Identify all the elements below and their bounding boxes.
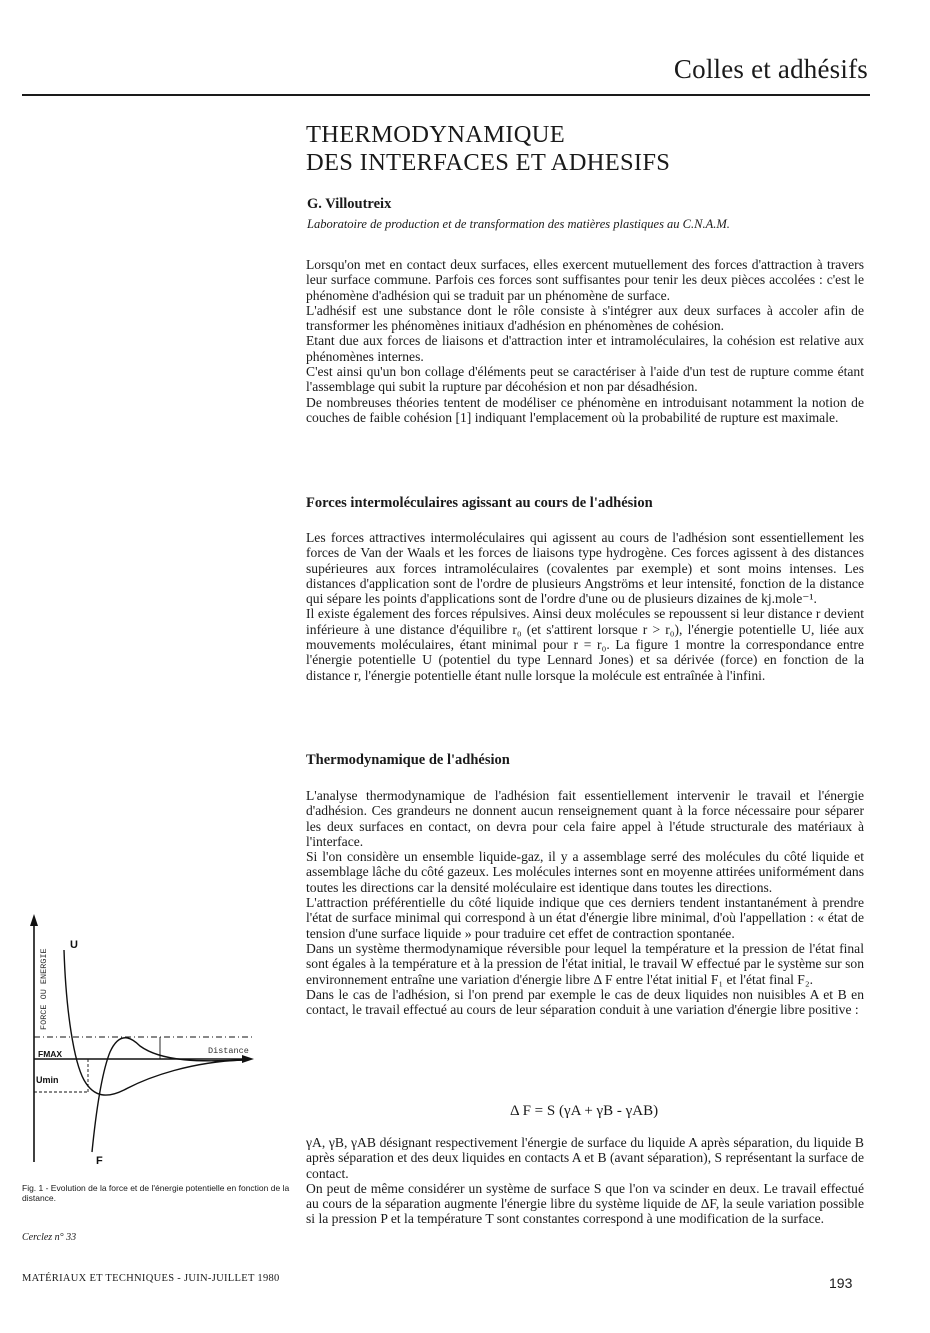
x-axis-arrow-icon bbox=[242, 1055, 254, 1063]
journal-section-title: Colles et adhésifs bbox=[673, 54, 868, 84]
paragraph: De nombreuses théories tentent de modéliser ce phénomène en introduisant notamment la notion de couches de faible cohésion [1] indiquant l'emplacement où la probabilité de rupture est maximale. bbox=[306, 394, 864, 425]
journal-footer: MATÉRIAUX ET TECHNIQUES - JUIN-JUILLET 1980 bbox=[22, 1273, 280, 1284]
y-axis-arrow-icon bbox=[30, 914, 38, 926]
x-axis-label: Distance bbox=[208, 1046, 249, 1056]
umin-label: Umin bbox=[36, 1075, 59, 1085]
section-heading: Thermodynamique de l'adhésion bbox=[306, 752, 510, 768]
figure-1-diagram bbox=[22, 912, 292, 1177]
paragraph: L'attraction préférentielle du côté liquide indique que ces derniers tendent instantanément à prendre l'état de surface minimal qui correspond à un état d'énergie libre minimal, d'où l'appellation : « état de tension d'une surface liquide » pour traduire cet effet de contraction spontanée. bbox=[306, 895, 864, 941]
figure-caption: Fig. 1 - Evolution de la force et de l'énergie potentielle en fonction de la distance. bbox=[22, 1183, 290, 1203]
paragraph: C'est ainsi qu'un bon collage d'éléments peut se caractériser à l'aide d'un test de rupture comme étant l'assemblage qui subit la rupture par décohésion et non par désadhésion. bbox=[306, 364, 864, 395]
paragraph: Si l'on considère un ensemble liquide-gaz, il y a assemblage serré des molécules du côté liquide et assemblage lâche du côté gazeux. Les molécules internes sont en moyenne attirées uniformément dans toutes les directions car la densité moléculaire est identique dans toutes les directions. bbox=[306, 849, 864, 895]
author-affiliation: Laboratoire de production et de transformation des matières plastiques au C.N.A.M. bbox=[307, 217, 730, 231]
page-number: 193 bbox=[829, 1275, 853, 1291]
author-name: G. Villoutreix bbox=[307, 196, 392, 212]
section-2-continued-text bbox=[306, 1135, 864, 1227]
section-2-text bbox=[306, 788, 864, 1017]
curve-f-label: F bbox=[96, 1155, 103, 1167]
paragraph: Etant due aux forces de liaisons et d'attraction inter et intramoléculaires, la cohésion est relative aux phénomènes internes. bbox=[306, 333, 864, 364]
section-heading: Forces intermoléculaires agissant au cours de l'adhésion bbox=[306, 495, 653, 511]
paragraph: Les forces attractives intermoléculaires qui agissent au cours de l'adhésion sont essentiellement les forces de Van der Waals et les forces de liaisons type hydrogène. Ces forces agissent à des distances supérieures aux forces intramoléculaires (covalentes par exemple) et sont moins intenses. Les distances d'application sont de l'ordre de plusieurs Angströms et leur intensité, fonction de la distance qui sépare les points d'applications sont de l'ordre d'une ou de plusieurs dizaines de kj.mole⁻¹. bbox=[306, 530, 864, 607]
paragraph: Dans un système thermodynamique réversible pour lequel la température et la pression de l'état final sont égales à la température et à la pression de l'état initial, le travail W effectué par le système sur son environnement entraîne une variation d'énergie libre Δ F entre l'état initial F₁ et l'état final F₂. bbox=[306, 940, 864, 987]
curve-u-label: U bbox=[70, 939, 78, 951]
y-axis-label: FORCE OU ENERGIE bbox=[39, 948, 49, 1030]
paragraph: γA, γB, γAB désignant respectivement l'énergie de surface du liquide A après séparation, du liquide B après séparation et des deux liquides en contacts A et B (avant séparation), S représentant la surface de contact. bbox=[306, 1135, 864, 1181]
paragraph: Dans le cas de l'adhésion, si l'on prend par exemple le cas de deux liquides non nuisibles A et B en contact, le travail effectué au cours de leur séparation conduit à une variation d'énergie libre positive : bbox=[306, 986, 864, 1018]
fmax-label: FMAX bbox=[38, 1049, 63, 1059]
reader-service-number: Cerclez n° 33 bbox=[22, 1232, 77, 1243]
potential-energy-curve bbox=[64, 950, 242, 1095]
paragraph: Il existe également des forces répulsives. Ainsi deux molécules se repoussent si leur distance r devient inférieure à une distance d'équilibre r₀ (et s'attirent lorsque r > r₀), l'énergie potentielle U, liée aux mouvements moléculaires, étant minimal pour r = r₀. La figure 1 montre la correspondance entre l'énergie potentielle U (potentiel du type Lennard Jones) et sa dérivée (force) en fonction de la distance r, l'énergie potentielle étant nulle lorsque la molécule est entraînée à l'infini. bbox=[306, 606, 864, 683]
paragraph: On peut de même considérer un système de surface S que l'on va scinder en deux. Le travail effectué au cours de la séparation augmente l'énergie libre du système liquide de ΔF, la seule variation possible si la pression P et la température T sont constantes correspond à une modification de la surface. bbox=[306, 1180, 864, 1227]
equation: Δ F = S (γA + γB - γAB) bbox=[510, 1103, 659, 1119]
paragraph: Lorsqu'on met en contact deux surfaces, elles exercent mutuellement des forces d'attraction à travers leur surface commune. Parfois ces forces sont suffisantes pour tenir les deux pièces accolées : c'est le phénomène d'adhésion qui se traduit par un phénomène de surface. bbox=[306, 257, 864, 303]
paragraph: L'adhésif est une substance dont le rôle consiste à s'intégrer aux deux surfaces à accoler afin de transformer les phénomènes initiaux d'adhésion en phénomènes de cohésion. bbox=[306, 302, 864, 334]
article-title-line-2: DES INTERFACES ET ADHESIFS bbox=[306, 149, 671, 176]
header-rule bbox=[22, 94, 870, 96]
article-title bbox=[306, 121, 670, 177]
paragraph: L'analyse thermodynamique de l'adhésion fait essentiellement intervenir le travail et l'énergie d'adhésion. Ces grandeurs ne donnent aucun renseignement quant à la force nécessaire pour séparer les deux surfaces en contact, on devra pour cela faire appel à l'étude structurale des matériaux à l'interface. bbox=[306, 788, 864, 849]
section-1-text bbox=[306, 530, 864, 683]
intro-text bbox=[306, 257, 864, 425]
article-title-line-1: THERMODYNAMIQUE bbox=[306, 121, 566, 148]
